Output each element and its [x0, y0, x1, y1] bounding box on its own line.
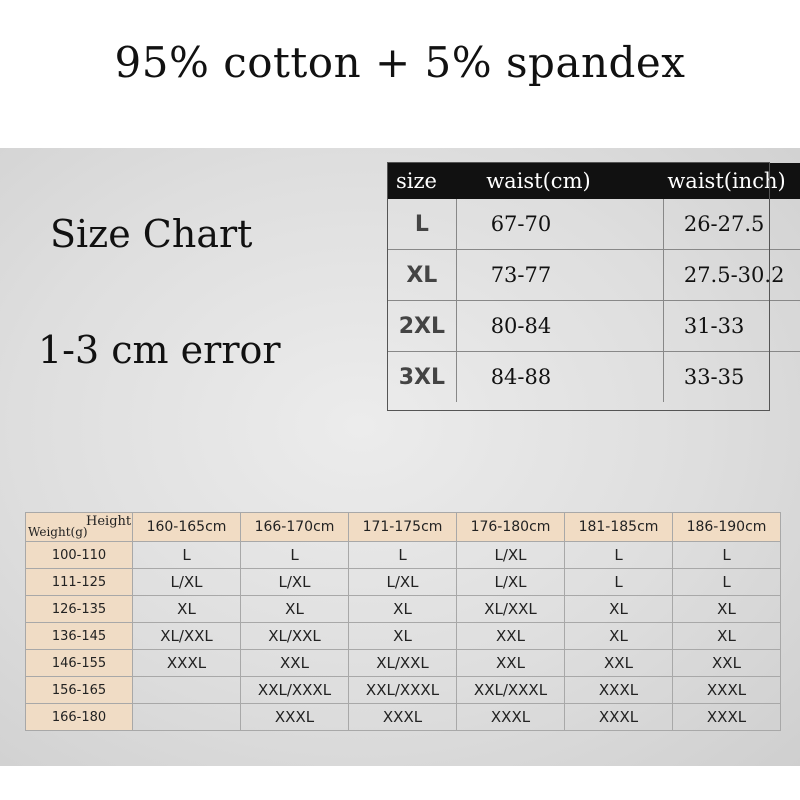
height-header-cell: 171-175cm [349, 513, 457, 542]
size-recommendation-cell: L [565, 569, 673, 596]
size-recommendation-cell: XXXL [673, 677, 781, 704]
weight-row [26, 569, 781, 596]
size-cell: L [388, 199, 456, 250]
size-recommendation-cell: L [241, 542, 349, 569]
height-header-cell: 186-190cm [673, 513, 781, 542]
size-recommendation-cell: XL [565, 623, 673, 650]
corner-height-label: Height [86, 514, 132, 529]
size-recommendation-cell: L [349, 542, 457, 569]
header-waist-inch: waist(inch) [663, 163, 800, 199]
size-recommendation-cell: XXXL [133, 650, 241, 677]
height-header-cell: 176-180cm [457, 513, 565, 542]
corner-weight-label: Weight(g) [28, 525, 88, 539]
waist-cm-cell: 73-77 [456, 250, 663, 301]
size-recommendation-cell: XXL/XXXL [349, 677, 457, 704]
waist-cm-cell: 84-88 [456, 352, 663, 403]
weight-range-cell: 126-135 [26, 596, 133, 623]
size-recommendation-cell: XXL [241, 650, 349, 677]
size-recommendation-cell: L/XL [133, 569, 241, 596]
size-recommendation-cell: XXXL [565, 677, 673, 704]
size-recommendation-cell: XXL/XXXL [457, 677, 565, 704]
weight-row [26, 623, 781, 650]
waist-table-row [388, 250, 800, 301]
page-title: 95% cotton + 5% spandex [114, 38, 686, 87]
waist-size-table [388, 163, 800, 402]
weight-range-cell: 146-155 [26, 650, 133, 677]
weight-row [26, 650, 781, 677]
height-header-cell: 166-170cm [241, 513, 349, 542]
size-recommendation-cell: XL/XXL [133, 623, 241, 650]
waist-table-row [388, 352, 800, 403]
footer-area [0, 766, 800, 800]
size-recommendation-cell: XXL [457, 650, 565, 677]
size-recommendation-cell: XXXL [673, 704, 781, 731]
height-header-cell: 181-185cm [565, 513, 673, 542]
waist-inch-cell: 27.5-30.2 [663, 250, 800, 301]
size-recommendation-cell: XL [673, 623, 781, 650]
size-recommendation-cell: XL/XXL [241, 623, 349, 650]
size-recommendation-cell: L [133, 542, 241, 569]
size-recommendation-cell: XL [565, 596, 673, 623]
header-size: size [388, 163, 456, 199]
size-recommendation-cell: L/XL [457, 542, 565, 569]
weight-range-cell: 156-165 [26, 677, 133, 704]
size-cell: XL [388, 250, 456, 301]
size-recommendation-cell: L/XL [349, 569, 457, 596]
size-recommendation-cell: L [565, 542, 673, 569]
size-cell: 3XL [388, 352, 456, 403]
size-recommendation-cell: L [673, 569, 781, 596]
weight-range-cell: 111-125 [26, 569, 133, 596]
size-recommendation-cell: XL [673, 596, 781, 623]
size-recommendation-cell: L [673, 542, 781, 569]
waist-inch-cell: 33-35 [683, 365, 745, 389]
weight-range-cell: 100-110 [26, 542, 133, 569]
size-recommendation-cell: XXL/XXXL [241, 677, 349, 704]
weight-range-cell: 136-145 [26, 623, 133, 650]
weight-row [26, 704, 781, 731]
size-recommendation-cell: L/XL [457, 569, 565, 596]
size-recommendation-cell: XL [349, 596, 457, 623]
corner-cell [26, 513, 133, 542]
height-header-cell: 160-165cm [133, 513, 241, 542]
size-recommendation-cell: XXXL [349, 704, 457, 731]
height-header-row [26, 513, 781, 542]
size-recommendation-cell: XL/XXL [457, 596, 565, 623]
size-cell: 2XL [388, 301, 456, 352]
weight-row [26, 596, 781, 623]
error-note-label: 1-3 cm error [38, 328, 281, 372]
waist-table-row [388, 301, 800, 352]
size-recommendation-cell: XXXL [241, 704, 349, 731]
waist-inch-cell: 26-27.5 [663, 199, 800, 250]
weight-row [26, 677, 781, 704]
size-recommendation-cell: XL/XXL [349, 650, 457, 677]
size-recommendation-cell: XXL [457, 623, 565, 650]
waist-cm-cell: 80-84 [456, 301, 663, 352]
size-recommendation-cell: XXXL [565, 704, 673, 731]
waist-inch-cell: 31-33 [663, 301, 800, 352]
size-recommendation-cell: XXL [565, 650, 673, 677]
size-recommendation-cell: XXXL [457, 704, 565, 731]
weight-row [26, 542, 781, 569]
size-recommendation-cell: L/XL [241, 569, 349, 596]
size-recommendation-cell: XL [133, 596, 241, 623]
size-recommendation-cell: XL [241, 596, 349, 623]
waist-table-row [388, 199, 800, 250]
waist-cm-cell: 67-70 [456, 199, 663, 250]
header-area [0, 0, 800, 148]
size-recommendation-cell [133, 704, 241, 731]
weight-height-table [25, 512, 781, 731]
size-recommendation-cell: XL [349, 623, 457, 650]
size-recommendation-cell [133, 677, 241, 704]
weight-range-cell: 166-180 [26, 704, 133, 731]
header-waist-cm: waist(cm) [456, 163, 663, 199]
waist-table-header-row [388, 163, 800, 199]
size-recommendation-cell: XXL [673, 650, 781, 677]
size-chart-label: Size Chart [50, 212, 253, 256]
